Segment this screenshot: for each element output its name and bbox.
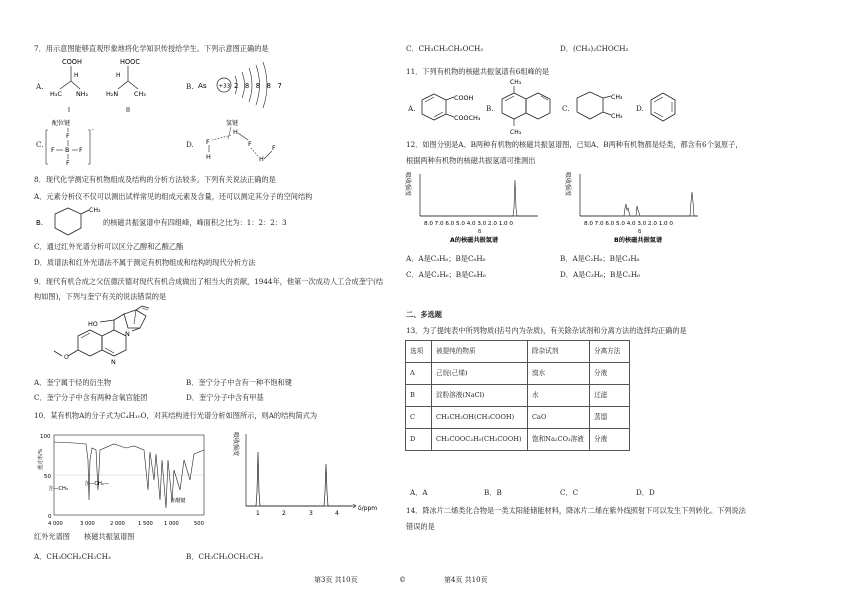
- q13-option-a: A．A: [410, 488, 428, 497]
- svg-text:δ/ppm: δ/ppm: [358, 505, 378, 512]
- table-cell: 分液: [590, 363, 630, 385]
- q7-option-b-atom-diagram: [197, 62, 285, 108]
- q11-option-b-dimethylnaphthalene-structure: [494, 78, 554, 138]
- svg-text:H: H: [74, 72, 79, 79]
- svg-text:COOH: COOH: [62, 58, 82, 66]
- svg-text:含醚键: 含醚键: [170, 498, 186, 504]
- svg-text:HOOC: HOOC: [120, 58, 140, 66]
- svg-text:δ: δ: [478, 229, 482, 235]
- svg-text:吸收强度: 吸收强度: [564, 172, 571, 197]
- q10-option-a: A．CH₃OCH₂CH₂CH₃: [34, 552, 111, 561]
- q7-option-b-letter: B.: [186, 82, 194, 91]
- q13-option-d: D．D: [636, 488, 655, 497]
- table-header-cell: 分离方法: [590, 341, 630, 363]
- q7-option-a-structures: [46, 57, 196, 115]
- q8-option-b-methylcyclohexane-structure: [36, 205, 106, 239]
- table-cell: 饱和Na₂CO₃溶液: [528, 429, 590, 451]
- q9-option-d: D．奎宁分子中含有甲基: [186, 393, 264, 402]
- q12-stem-line-1: 12．如图分别是A、B两种有机物的核磁共振氢谱图，已知A、B两种有机物都是烃类，都含有6个氢原子，: [406, 140, 743, 149]
- q10-option-c: C．CH₃CH₂CH₂OCH₃: [406, 44, 484, 53]
- table-cell: 过滤: [590, 385, 630, 407]
- svg-text:F: F: [66, 132, 70, 140]
- q13-option-c: C．C: [560, 488, 579, 497]
- q13-stem: 13．为了提纯表中所列物质(括号内为杂质)，有关除杂试剂和分离方法的选择均正确的是: [406, 326, 687, 335]
- q11-option-d-benzene-structure: [646, 90, 680, 124]
- svg-text:3 000: 3 000: [80, 521, 95, 527]
- svg-text:As: As: [198, 81, 207, 90]
- q10-option-d: D．(CH₃)₂CHOCH₃: [560, 44, 629, 53]
- table-cell: B: [406, 385, 432, 407]
- svg-text:含—CH₃: 含—CH₃: [48, 486, 68, 492]
- svg-text:CH₃: CH₃: [134, 90, 146, 98]
- svg-text:H: H: [233, 128, 238, 136]
- svg-text:4: 4: [335, 510, 339, 517]
- q12-option-b: B．A是C₂H₆；B是C₃H₆: [560, 254, 640, 263]
- svg-text:B: B: [65, 146, 70, 154]
- q12-nmr-spectrum-a: [404, 172, 554, 248]
- q10-stem: 10．某有机物A的分子式为C₄H₁₀O，对其结构进行光谱分析如图所示，则A的结构简式为: [34, 411, 318, 420]
- q8-stem: 8．现代化学测定有机物组成及结构的分析方法较多。下列有关说法正确的是: [34, 175, 276, 184]
- svg-text:CH₃: CH₃: [611, 94, 623, 101]
- table-row: [406, 385, 630, 407]
- svg-text:H: H: [116, 72, 121, 79]
- svg-text:含—CH₂—: 含—CH₂—: [84, 481, 110, 487]
- svg-text:2 8 8 8 7: 2 8 8 8 7: [234, 82, 285, 90]
- page-footer-left: 第3页 共10页: [314, 576, 358, 584]
- q7-option-c-letter: C.: [36, 140, 44, 149]
- q14-stem-line-1: 14．降冰片二烯类化合物是一类太阳能储能材料，降冰片二烯在紫外线照射下可以发生下列转化。下列说法: [406, 506, 746, 515]
- q7-option-c-bf4-diagram: [46, 118, 116, 166]
- svg-text:氢键: 氢键: [226, 120, 239, 127]
- table-header-cell: 除杂试剂: [528, 341, 590, 363]
- svg-text:100: 100: [40, 434, 51, 440]
- svg-text:+33: +33: [218, 83, 231, 90]
- q8-option-d: D．质谱法和红外光谱法不属于测定有机物组成和结构的现代分析方法: [34, 258, 256, 267]
- svg-text:透过率/%: 透过率/%: [38, 448, 44, 470]
- svg-text:HO: HO: [88, 320, 98, 328]
- q9-quinine-structure: [40, 306, 150, 368]
- q10-option-b: B．CH₃CH₂OCH₂CH₃: [186, 552, 263, 561]
- q12-option-d: D．A是C₃H₆；B是C₂H₆: [560, 270, 641, 279]
- q12-option-a: A．A是C₃H₆；B是C₆H₆: [406, 254, 486, 263]
- q11-option-a-structure: [418, 86, 490, 130]
- svg-text:A的核磁共振氢谱: A的核磁共振氢谱: [450, 237, 499, 244]
- svg-text:CH₃: CH₃: [510, 79, 522, 86]
- svg-text:吸收强度: 吸收强度: [232, 432, 239, 457]
- svg-text:N: N: [125, 330, 130, 338]
- center-mark: ©: [399, 576, 406, 584]
- q10-nmr-caption: 核磁共振氢谱图: [84, 532, 135, 541]
- table-cell: A: [406, 363, 432, 385]
- svg-text:2 000: 2 000: [110, 521, 125, 527]
- svg-text:50: 50: [44, 474, 51, 480]
- svg-text:H: H: [259, 155, 264, 163]
- table-cell: 水: [528, 385, 590, 407]
- table-cell: CH₃CH₂OH(CH₃COOH): [432, 407, 528, 429]
- svg-text:B.: B.: [36, 219, 44, 227]
- svg-text:CH₃: CH₃: [510, 129, 522, 136]
- q8-option-c: C．通过红外光谱分析可以区分乙醇和乙酸乙酯: [34, 242, 184, 251]
- q7-option-d-hydrogen-bond-diagram: [198, 118, 288, 166]
- q14-stem-line-2: 错误的是: [406, 522, 435, 531]
- svg-text:吸收强度: 吸收强度: [404, 172, 411, 197]
- q12-nmr-spectrum-b: [564, 172, 714, 248]
- q9-option-a: A．奎宁属于烃的衍生物: [34, 378, 112, 387]
- q9-stem-line-2: 构如图)，下列与奎宁有关的说法错误的是: [34, 292, 167, 301]
- svg-text:H₃C: H₃C: [50, 90, 62, 98]
- svg-text:⁻: ⁻: [91, 127, 95, 135]
- svg-text:0: 0: [48, 514, 52, 520]
- svg-text:H₂N: H₂N: [106, 90, 119, 98]
- q11-option-c-letter: C.: [562, 104, 570, 113]
- q11-option-c-dimethylcyclohexane-structure: [572, 88, 634, 130]
- q7-stem: 7．用示意图能够直观形象地将化学知识传授给学生。下列示意图正确的是: [34, 44, 269, 53]
- table-row: [406, 407, 630, 429]
- q7-option-d-letter: D.: [186, 140, 194, 149]
- svg-text:NH₂: NH₂: [76, 90, 89, 98]
- table-cell: 蒸馏: [590, 407, 630, 429]
- svg-text:500: 500: [194, 521, 204, 527]
- table-header-cell: 被提纯的物质: [432, 341, 528, 363]
- q10-ir-spectrum: [34, 430, 224, 528]
- svg-text:I: I: [68, 106, 70, 114]
- svg-text:F: F: [272, 144, 276, 152]
- q10-ir-caption: 红外光谱图: [34, 532, 70, 541]
- svg-text:2: 2: [282, 510, 286, 517]
- q9-stem-line-1: 9．现代有机合成之父伍德沃德对现代有机合成做出了相当大的贡献，1944年，他第一次成功人工合成奎宁(结: [34, 277, 384, 286]
- svg-text:F: F: [79, 146, 83, 154]
- table-cell: CH₃COOC₂H₅(CH₃COOH): [432, 429, 528, 451]
- table-header-row: [406, 341, 630, 363]
- table-row: [406, 429, 630, 451]
- svg-text:δ: δ: [638, 229, 642, 235]
- q8-option-a: A．元素分析仪不仅可以测出试样常见的组成元素及含量，还可以测定其分子的空间结构: [34, 192, 313, 201]
- q8-option-b-text: 的核磁共振氢谱中有四组峰，峰面积之比为：1：2：2：3: [103, 218, 287, 227]
- svg-text:F: F: [51, 146, 55, 154]
- table-cell: D: [406, 429, 432, 451]
- svg-text:B的核磁共振氢谱: B的核磁共振氢谱: [614, 237, 663, 244]
- svg-text:配位键: 配位键: [52, 120, 71, 127]
- table-row: [406, 363, 630, 385]
- svg-text:II: II: [126, 106, 130, 114]
- q11-option-a-letter: A.: [408, 104, 416, 113]
- svg-text:F: F: [66, 159, 70, 167]
- q13-table: [405, 340, 630, 451]
- table-cell: 己烷(己烯): [432, 363, 528, 385]
- svg-text:CH₃: CH₃: [611, 113, 623, 120]
- table-cell: 分液: [590, 429, 630, 451]
- table-cell: CaO: [528, 407, 590, 429]
- svg-text:8.0 7.0 6.0 5.0 4.0 3.0 2.0 1.: 8.0 7.0 6.0 5.0 4.0 3.0 2.0 1.0 0: [584, 221, 673, 227]
- svg-text:1: 1: [256, 510, 260, 517]
- svg-text:3: 3: [309, 510, 313, 517]
- svg-text:O: O: [64, 354, 69, 361]
- table-cell: C: [406, 407, 432, 429]
- svg-text:N: N: [111, 358, 116, 366]
- q9-option-c: C．奎宁分子中含有两种含氧官能团: [34, 393, 148, 402]
- svg-text:8.0 7.0 6.0 5.0 4.0 3.0 2.0 1.: 8.0 7.0 6.0 5.0 4.0 3.0 2.0 1.0 0: [424, 221, 513, 227]
- svg-text:CH₃: CH₃: [89, 207, 101, 214]
- q11-stem: 11．下列有机物的核磁共振氢谱有6组峰的是: [406, 67, 550, 76]
- q10-nmr-spectrum: [232, 432, 388, 522]
- svg-text:4 000: 4 000: [48, 521, 63, 527]
- section-multi-choice-heading: 二、多选题: [406, 310, 442, 319]
- table-cell: 淀粉溶液(NaCl): [432, 385, 528, 407]
- svg-text:COOCH₃: COOCH₃: [454, 114, 481, 122]
- svg-text:H: H: [206, 153, 211, 161]
- q12-option-c: C．A是C₂H₆；B是C₆H₆: [406, 270, 486, 279]
- q9-option-b: B．奎宁分子中含有一种不饱和键: [186, 378, 292, 387]
- svg-text:1 000: 1 000: [164, 521, 179, 527]
- svg-text:COOH: COOH: [454, 94, 474, 102]
- q7-option-a-letter: A.: [36, 82, 44, 91]
- svg-text:F: F: [206, 138, 210, 146]
- q11-option-d-letter: D.: [636, 104, 644, 113]
- q11-option-b-letter: B.: [486, 104, 494, 113]
- q12-stem-line-2: 根据两种有机物的核磁共振氢谱可推测出: [406, 156, 536, 165]
- page-footer-right: 第4页 共10页: [444, 576, 488, 584]
- q13-option-b: B．B: [484, 488, 502, 497]
- table-cell: 溴水: [528, 363, 590, 385]
- svg-text:1 500: 1 500: [138, 521, 153, 527]
- svg-text:F: F: [248, 140, 252, 148]
- table-header-cell: 选项: [406, 341, 432, 363]
